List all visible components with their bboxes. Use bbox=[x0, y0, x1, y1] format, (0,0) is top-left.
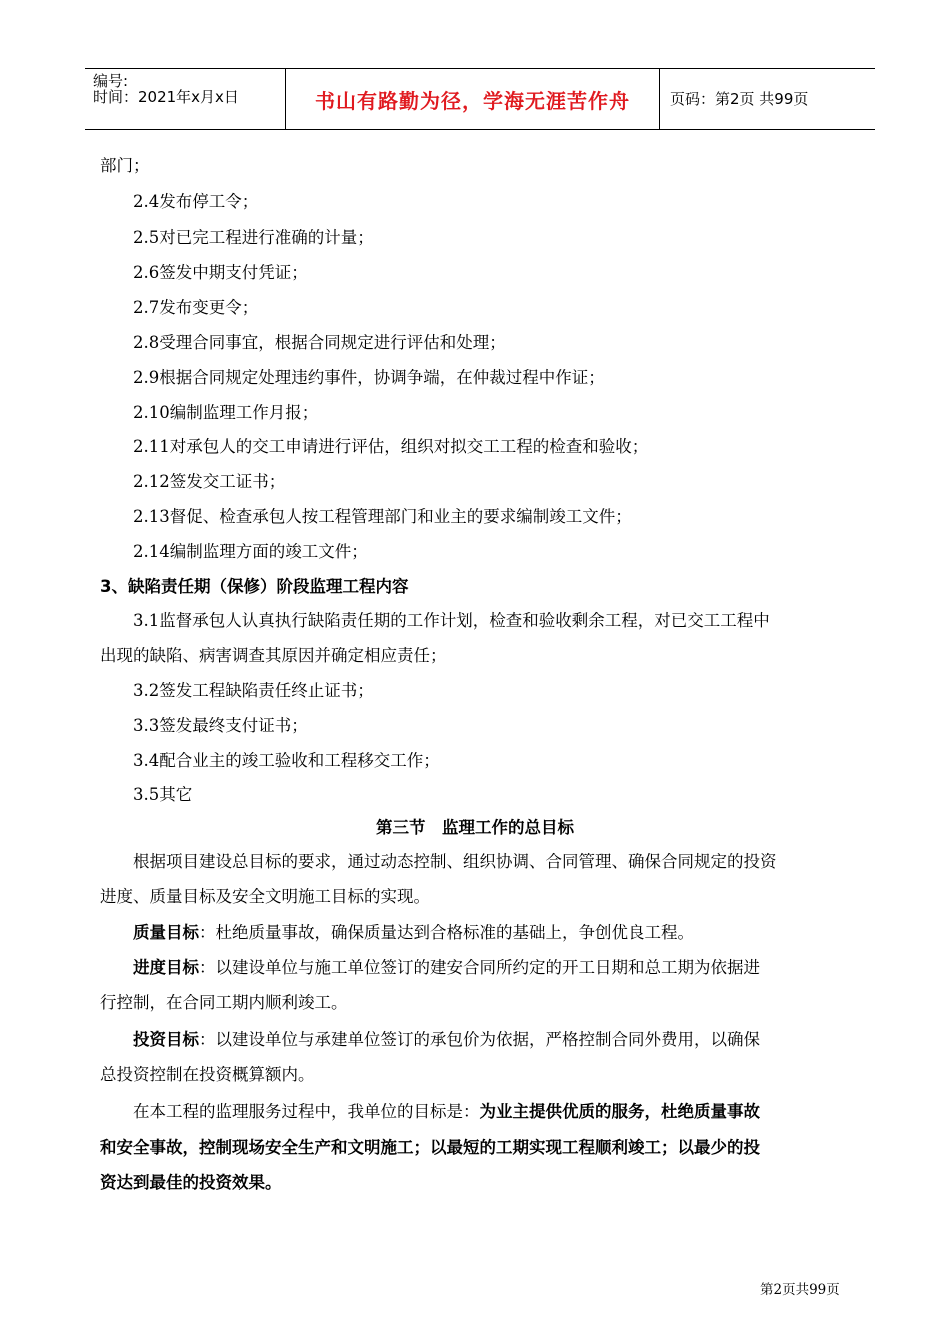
page-footer: 第2页共99页 bbox=[760, 1282, 840, 1298]
body-line: 2.10编制监理工作月报； bbox=[133, 403, 319, 422]
final-goal-bold: 为业主提供优质的服务，杜绝质量事故 bbox=[479, 1102, 760, 1121]
schedule-goal-text: ：以建设单位与施工单位签订的建安合同所约定的开工日期和总工期为依据进 bbox=[199, 958, 760, 977]
investment-goal-line bbox=[133, 1028, 760, 1052]
header-motto: 书山有路勤为径，学海无涯苦作舟 bbox=[315, 88, 630, 113]
body-line: 总投资控制在投资概算额内。 bbox=[100, 1065, 315, 1084]
quality-goal-line bbox=[133, 921, 694, 945]
section-heading-3: 3、缺陷责任期（保修）阶段监理工程内容 bbox=[100, 577, 409, 596]
body-line: 进度、质量目标及安全文明施工目标的实现。 bbox=[100, 887, 430, 906]
investment-goal-text: ：以建设单位与承建单位签订的承包价为依据，严格控制合同外费用，以确保 bbox=[199, 1030, 760, 1049]
header-motto-cell bbox=[285, 69, 660, 129]
body-line: 2.5对已完工程进行准确的计量； bbox=[133, 228, 374, 247]
body-line: 资达到最佳的投资效果。 bbox=[100, 1173, 282, 1192]
body-line: 出现的缺陷、病害调查其原因并确定相应责任； bbox=[100, 646, 447, 665]
body-line: 3.1监督承包人认真执行缺陷责任期的工作计划，检查和验收剩余工程，对已交工工程中 bbox=[133, 611, 770, 630]
body-line: 3.4配合业主的竣工验收和工程移交工作； bbox=[133, 751, 440, 770]
body-line: 行控制，在合同工期内顺利竣工。 bbox=[100, 993, 348, 1012]
quality-goal-text: ：杜绝质量事故，确保质量达到合格标准的基础上，争创优良工程。 bbox=[199, 923, 694, 942]
final-goal-intro: 在本工程的监理服务过程中，我单位的目标是： bbox=[133, 1102, 480, 1121]
page-header bbox=[85, 68, 875, 130]
body-line: 2.9根据合同规定处理违约事件，协调争端，在仲裁过程中作证； bbox=[133, 368, 605, 387]
document-number-label: 编号: bbox=[93, 72, 129, 90]
body-line: 2.4发布停工令； bbox=[133, 192, 259, 211]
schedule-goal-label: 进度目标 bbox=[133, 958, 199, 977]
final-goal-line bbox=[133, 1100, 760, 1124]
body-line: 2.6签发中期支付凭证； bbox=[133, 263, 308, 282]
body-line: 3.3签发最终支付证书； bbox=[133, 716, 308, 735]
body-line: 2.11对承包人的交工申请进行评估，组织对拟交工工程的检查和验收； bbox=[133, 437, 649, 456]
body-line: 2.13督促、检查承包人按工程管理部门和业主的要求编制竣工文件； bbox=[133, 507, 632, 526]
header-meta bbox=[85, 69, 285, 129]
schedule-goal-line bbox=[133, 956, 760, 980]
header-page-cell bbox=[660, 69, 875, 129]
body-line: 3.2签发工程缺陷责任终止证书； bbox=[133, 681, 374, 700]
quality-goal-label: 质量目标 bbox=[133, 923, 199, 942]
body-line: 2.7发布变更令； bbox=[133, 298, 259, 317]
body-line: 2.12签发交工证书； bbox=[133, 472, 286, 491]
body-line: 根据项目建设总目标的要求，通过动态控制、组织协调、合同管理、确保合同规定的投资 bbox=[133, 852, 777, 871]
body-line: 3.5其它 bbox=[133, 785, 193, 804]
body-line: 2.14编制监理方面的竣工文件； bbox=[133, 542, 368, 561]
header-page-number: 页码：第2页 共99页 bbox=[670, 90, 809, 108]
section-title: 第三节 监理工作的总目标 bbox=[376, 818, 574, 837]
body-line: 部门； bbox=[100, 156, 150, 175]
body-line: 和安全事故，控制现场安全生产和文明施工；以最短的工期实现工程顺利竣工；以最少的投 bbox=[100, 1138, 760, 1157]
body-line: 2.8受理合同事宜，根据合同规定进行评估和处理； bbox=[133, 333, 506, 352]
document-date-label: 时间：2021年x月x日 bbox=[93, 88, 239, 106]
investment-goal-label: 投资目标 bbox=[133, 1030, 199, 1049]
